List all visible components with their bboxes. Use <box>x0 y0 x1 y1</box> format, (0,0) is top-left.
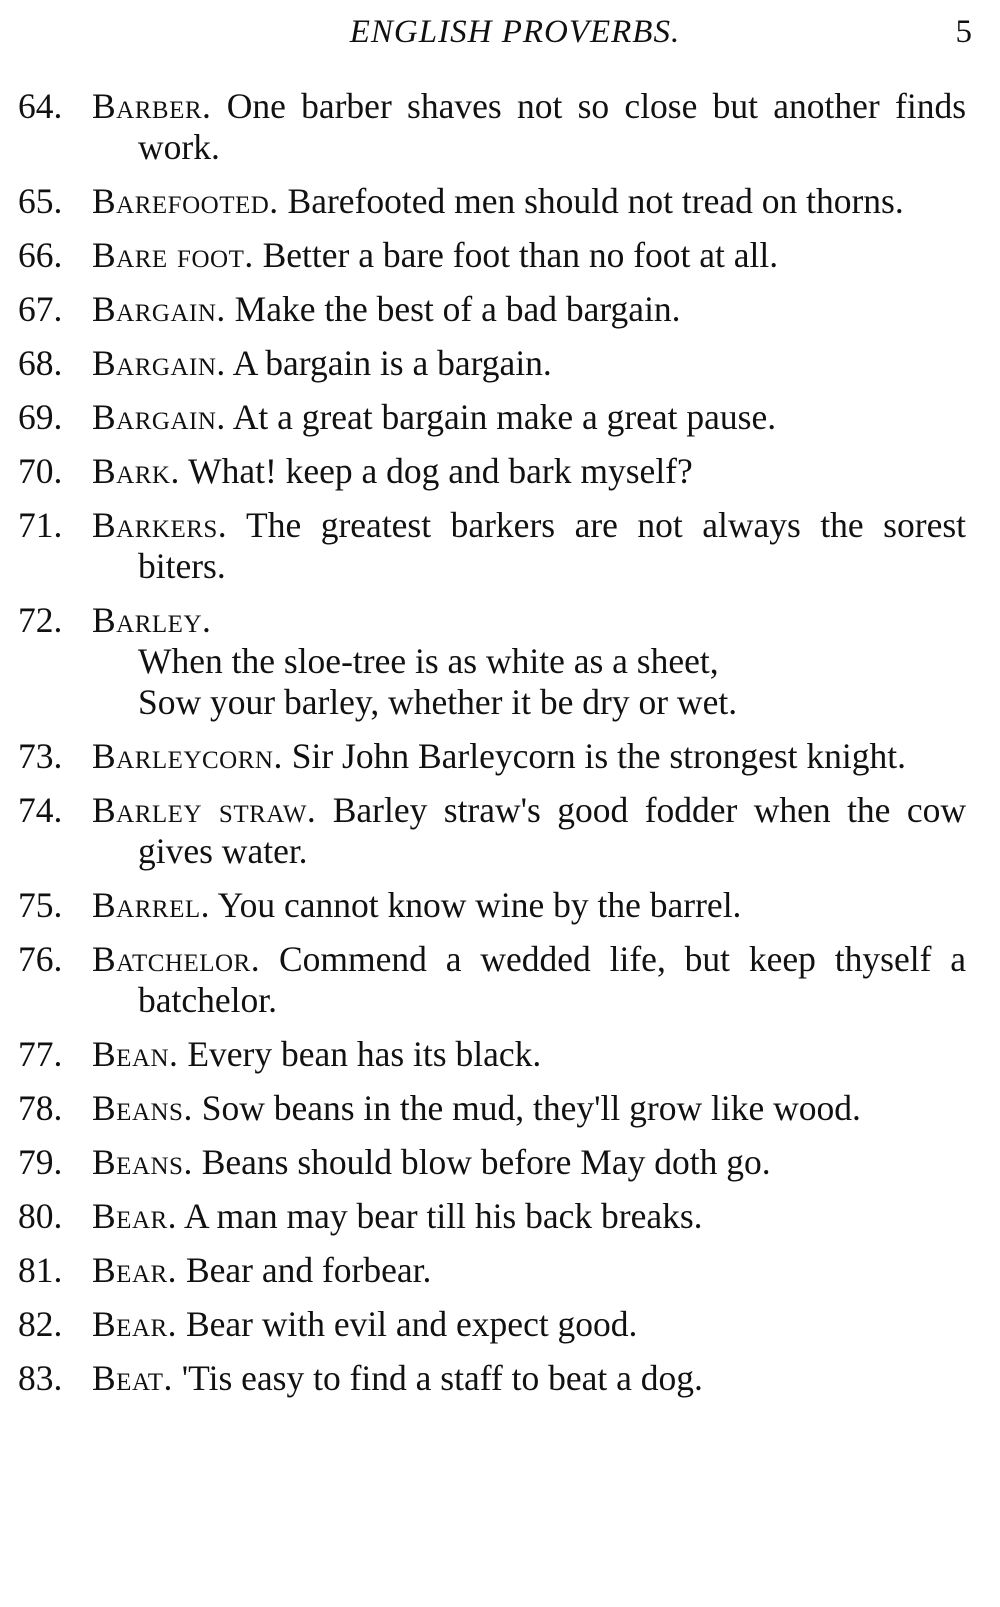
entry-keyword: Bargain. <box>92 397 226 437</box>
entry-number: 76. <box>18 939 63 979</box>
entry-number: 71. <box>18 505 63 545</box>
entry-number: 73. <box>18 736 63 776</box>
page-number: 5 <box>955 14 972 50</box>
proverb-entry <box>18 885 966 926</box>
entry-text: What! keep a dog and bark myself? <box>188 451 693 491</box>
entry-text: At a great bargain make a great pause. <box>232 397 777 437</box>
entry-text: Bear with evil and expect good. <box>185 1304 638 1344</box>
entry-number: 68. <box>18 343 63 383</box>
proverb-entry <box>18 397 966 438</box>
entry-number: 81. <box>18 1250 63 1290</box>
entry-number: 74. <box>18 790 63 830</box>
proverb-entry <box>18 790 966 872</box>
entry-number: 66. <box>18 235 63 275</box>
proverb-entry <box>18 451 966 492</box>
entry-text: Make the best of a bad bargain. <box>234 289 681 329</box>
entry-keyword: Barkers. <box>92 505 228 545</box>
entry-keyword: Bear. <box>92 1196 178 1236</box>
running-header <box>0 14 1000 58</box>
entry-text: One barber shaves not so close but another finds work. <box>138 86 967 167</box>
entry-number: 72. <box>18 600 63 640</box>
proverb-entry <box>18 1088 966 1129</box>
proverb-entry <box>18 343 966 384</box>
proverb-list <box>18 86 966 1412</box>
entry-number: 79. <box>18 1142 63 1182</box>
entry-keyword: Bare foot. <box>92 235 254 275</box>
proverb-entry <box>18 1034 966 1075</box>
entry-number: 77. <box>18 1034 63 1074</box>
entry-number: 67. <box>18 289 63 329</box>
entry-keyword: Bean. <box>92 1034 179 1074</box>
proverb-entry <box>18 181 966 222</box>
entry-keyword: Beat. <box>92 1358 173 1398</box>
proverb-entry <box>18 1304 966 1345</box>
entry-text: A bargain is a bargain. <box>232 343 552 383</box>
entry-number: 69. <box>18 397 63 437</box>
entry-keyword: Batchelor. <box>92 939 261 979</box>
proverb-entry <box>18 736 966 777</box>
verse-line: When the sloe-tree is as white as a sheet, <box>138 641 719 681</box>
proverb-entry <box>18 939 966 1021</box>
entry-keyword: Barefooted. <box>92 181 279 221</box>
entry-keyword: Barley straw. <box>92 790 317 830</box>
proverb-entry <box>18 1250 966 1291</box>
entry-text: Commend a wedded life, but keep thyself a batchelor. <box>138 939 967 1020</box>
entry-text: Sow beans in the mud, they'll grow like wood. <box>201 1088 861 1128</box>
entry-keyword: Barrel. <box>92 885 210 925</box>
entry-keyword: Bear. <box>92 1250 178 1290</box>
proverb-entry <box>18 600 966 723</box>
verse-line: Sow your barley, whether it be dry or wet. <box>138 682 738 722</box>
entry-number: 83. <box>18 1358 63 1398</box>
entry-text: Beans should blow before May doth go. <box>201 1142 771 1182</box>
entry-keyword: Bargain. <box>92 289 226 329</box>
proverb-entry <box>18 235 966 276</box>
proverb-entry <box>18 1358 966 1399</box>
entry-keyword: Beans. <box>92 1142 193 1182</box>
entry-text: Barley straw's good fodder when the cow gives water. <box>138 790 966 871</box>
entry-number: 65. <box>18 181 63 221</box>
entry-keyword: Barleycorn. <box>92 736 283 776</box>
entry-text: A man may bear till his back breaks. <box>183 1196 703 1236</box>
entry-keyword: Bark. <box>92 451 180 491</box>
entry-number: 75. <box>18 885 63 925</box>
proverb-entry <box>18 1196 966 1237</box>
entry-text: Better a bare foot than no foot at all. <box>262 235 779 275</box>
entry-text: Every bean has its black. <box>187 1034 542 1074</box>
entry-number: 82. <box>18 1304 63 1344</box>
entry-text: 'Tis easy to find a staff to beat a dog. <box>181 1358 703 1398</box>
entry-keyword: Barber. <box>92 86 212 126</box>
proverb-entry <box>18 505 966 587</box>
entry-keyword: Beans. <box>92 1088 193 1128</box>
entry-text: Barefooted men should not tread on thorns. <box>287 181 904 221</box>
entry-number: 80. <box>18 1196 63 1236</box>
entry-number: 64. <box>18 86 63 126</box>
entry-text: Bear and forbear. <box>185 1250 432 1290</box>
proverb-entry <box>18 1142 966 1183</box>
entry-keyword: Bargain. <box>92 343 226 383</box>
entry-number: 78. <box>18 1088 63 1128</box>
entry-keyword: Barley. <box>92 600 212 640</box>
entry-text: The greatest barkers are not always the sorest biters. <box>138 505 967 586</box>
entry-text: Sir John Barleycorn is the strongest knight. <box>291 736 907 776</box>
proverb-entry <box>18 86 966 168</box>
entry-keyword: Bear. <box>92 1304 178 1344</box>
running-title: ENGLISH PROVERBS. <box>349 14 681 50</box>
proverb-entry <box>18 289 966 330</box>
entry-text: You cannot know wine by the barrel. <box>217 885 742 925</box>
entry-number: 70. <box>18 451 63 491</box>
